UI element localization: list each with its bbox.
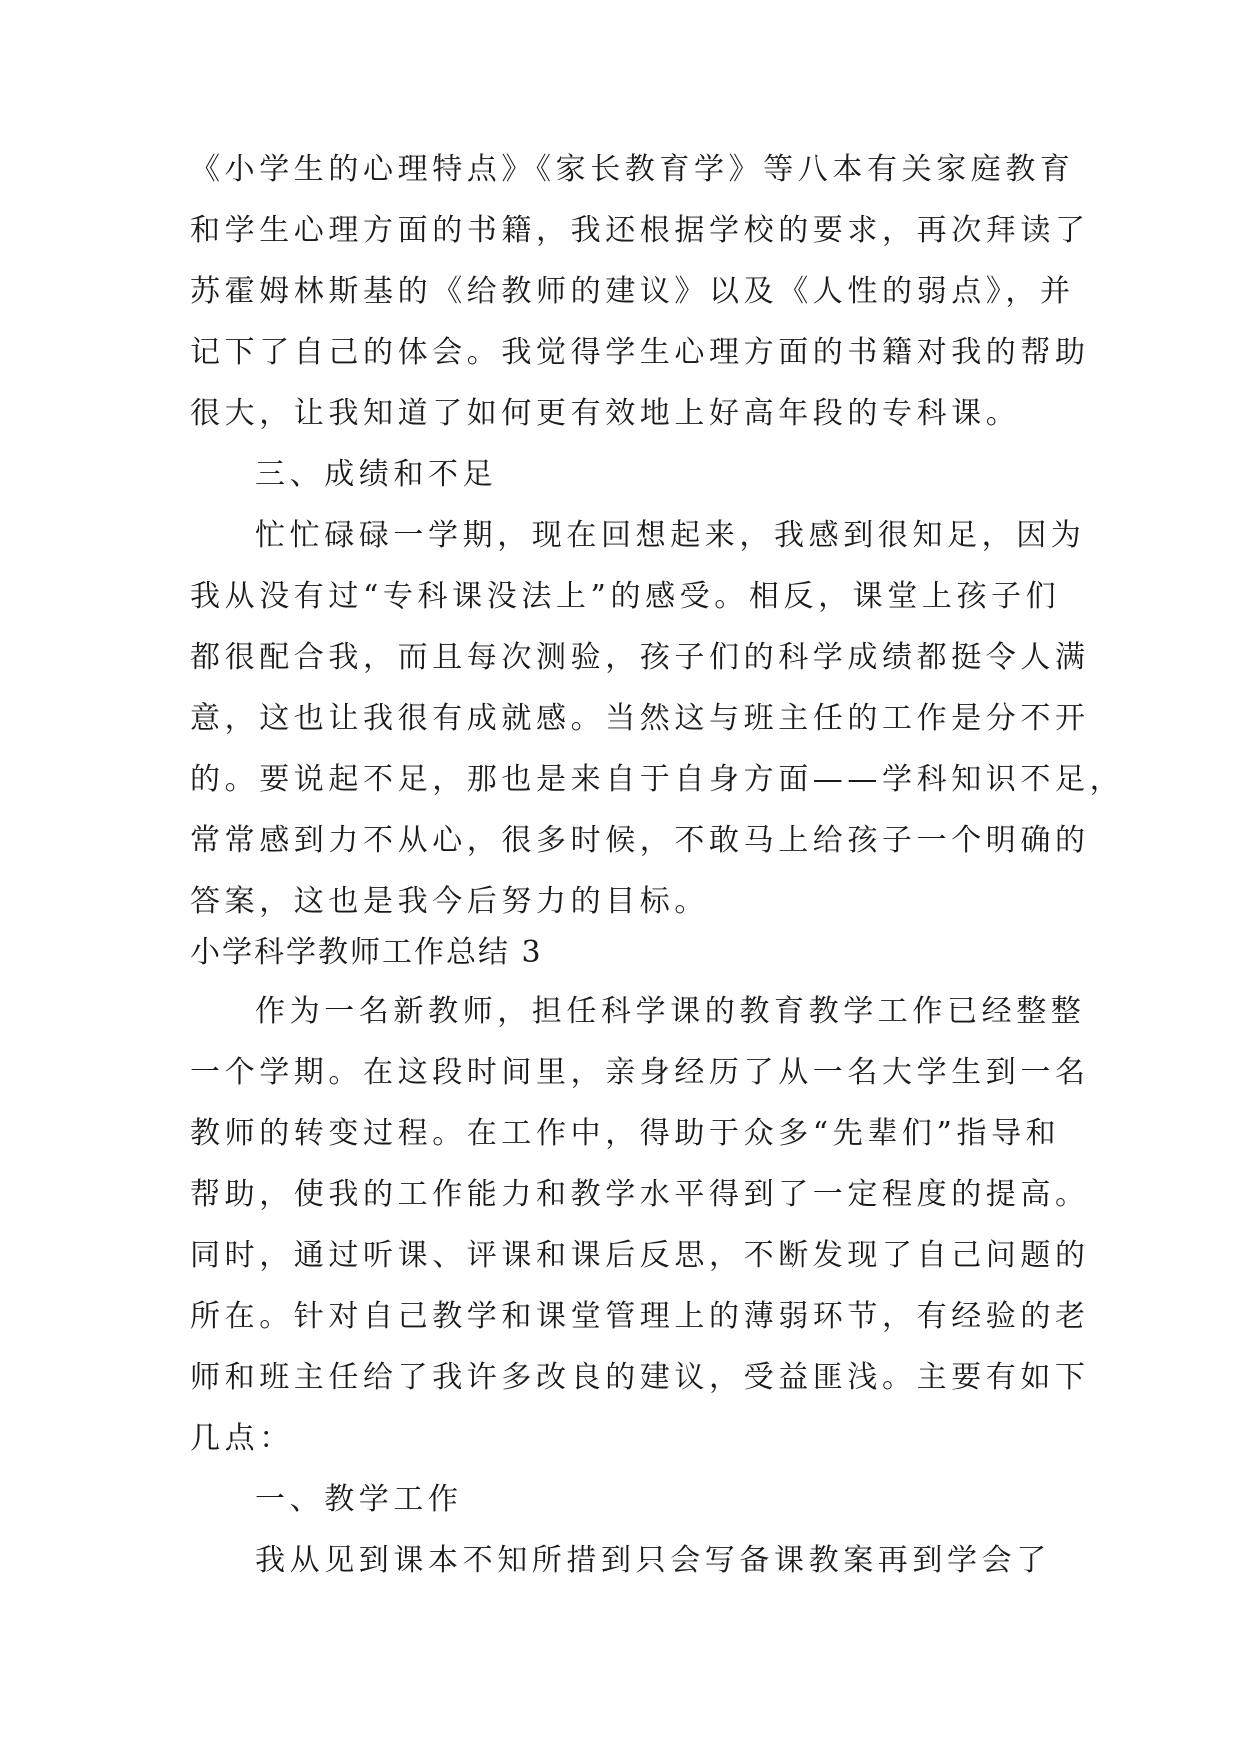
paragraph-line: 苏霍姆林斯基的《给教师的建议》以及《人性的弱点》，并 bbox=[190, 274, 1075, 309]
paragraph-line: 教师的转变过程。在工作中，得助于众多“先辈们”指导和 bbox=[190, 1116, 1061, 1151]
paragraph-line: 答案，这也是我今后努力的目标。 bbox=[190, 884, 709, 919]
paragraph-line: 作为一名新教师，担任科学课的教育教学工作已经整整 bbox=[255, 994, 1086, 1029]
paragraph-line: 《小学生的心理特点》《家长教育学》等八本有关家庭教育 bbox=[190, 152, 1075, 187]
paragraph-line: 所在。针对自己教学和课堂管理上的薄弱环节，有经验的老 bbox=[190, 1299, 1090, 1334]
section-heading: 一、教学工作 bbox=[255, 1482, 463, 1517]
paragraph-line: 意，这也让我很有成就感。当然这与班主任的工作是分不开 bbox=[190, 701, 1090, 736]
paragraph-line: 师和班主任给了我许多改良的建议，受益匪浅。主要有如下 bbox=[190, 1360, 1090, 1395]
document-title: 小学科学教师工作总结 3 bbox=[190, 935, 543, 970]
paragraph-line: 几点： bbox=[190, 1421, 294, 1456]
paragraph-line: 和学生心理方面的书籍，我还根据学校的要求，再次拜读了 bbox=[190, 213, 1090, 248]
paragraph-line: 都很配合我，而且每次测验，孩子们的科学成绩都挺令人满 bbox=[190, 640, 1090, 675]
paragraph-line: 帮助，使我的工作能力和教学水平得到了一定程度的提高。 bbox=[190, 1177, 1090, 1212]
paragraph-line: 的。要说起不足，那也是来自于自身方面——学科知识不足， bbox=[190, 762, 1125, 797]
paragraph-line: 很大，让我知道了如何更有效地上好高年段的专科课。 bbox=[190, 396, 1021, 431]
paragraph-line: 我从见到课本不知所措到只会写备课教案再到学会了 bbox=[255, 1543, 1051, 1578]
paragraph-line: 我从没有过“专科课没法上”的感受。相反，课堂上孩子们 bbox=[190, 579, 1061, 614]
paragraph-line: 忙忙碌碌一学期，现在回想起来，我感到很知足，因为 bbox=[255, 518, 1086, 553]
paragraph-line: 同时，通过听课、评课和课后反思，不断发现了自己问题的 bbox=[190, 1238, 1090, 1273]
paragraph-line: 记下了自己的体会。我觉得学生心理方面的书籍对我的帮助 bbox=[190, 335, 1090, 370]
paragraph-line: 常常感到力不从心，很多时候，不敢马上给孩子一个明确的 bbox=[190, 823, 1090, 858]
section-heading: 三、成绩和不足 bbox=[255, 457, 498, 492]
paragraph-line: 一个学期。在这段时间里，亲身经历了从一名大学生到一名 bbox=[190, 1055, 1090, 1090]
